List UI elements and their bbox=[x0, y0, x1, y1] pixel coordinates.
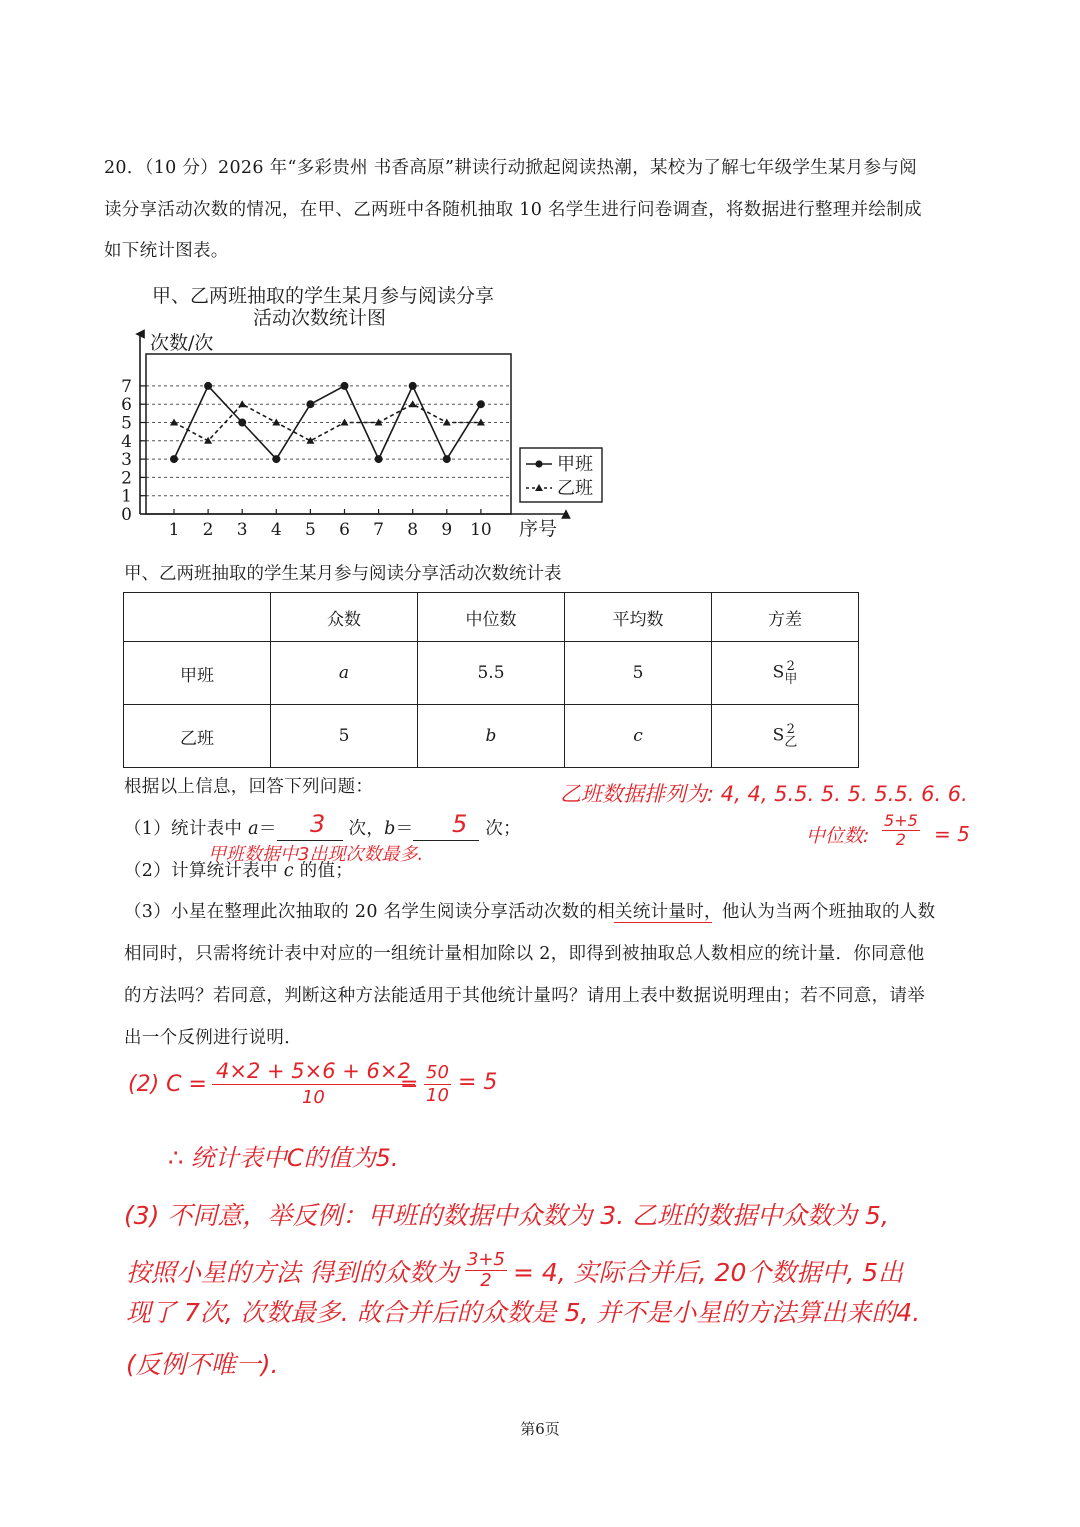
hw-ans3-frac-num: 3+5 bbox=[466, 1249, 505, 1270]
handwritten-median-fraction bbox=[882, 812, 920, 849]
chart-title-line-1: 甲、乙两班抽取的学生某月参与阅读分享 bbox=[152, 285, 495, 307]
variance-sub: 甲 bbox=[784, 672, 798, 687]
hw-ans2-num: 4×2 + 5×6 + 6×2 bbox=[212, 1058, 415, 1085]
legend-label-yi: 乙班 bbox=[557, 478, 593, 499]
sub2-prefix: （2）计算统计表中 bbox=[124, 861, 284, 881]
cell-mean-jia: 5 bbox=[565, 642, 712, 705]
prompt-text: 根据以上信息，回答下列问题： bbox=[124, 777, 374, 797]
x-tick-label: 7 bbox=[373, 520, 385, 540]
x-tick-label: 2 bbox=[202, 520, 214, 540]
cell-mode-jia: a bbox=[271, 642, 418, 705]
hw-ans3-frac-den: 2 bbox=[480, 1270, 492, 1291]
sub1-var-a: a bbox=[248, 819, 259, 839]
cell-median-jia: 5.5 bbox=[418, 642, 565, 705]
header-cell-mean: 平均数 bbox=[565, 593, 712, 642]
handwritten-median-label: 中位数: bbox=[806, 825, 870, 847]
header-cell-empty bbox=[124, 593, 271, 642]
sub1-prefix: （1）统计表中 bbox=[124, 819, 249, 839]
row-label-yi: 乙班 bbox=[124, 705, 271, 768]
handwritten-ans3-line-1: (3) 不同意，举反例：甲班的数据中众数为 3. 乙班的数据中众数为 5, bbox=[124, 1201, 889, 1230]
chart-title-line-2: 活动次数统计图 bbox=[253, 307, 387, 329]
row-label-jia: 甲班 bbox=[124, 642, 271, 705]
handwritten-underline bbox=[614, 922, 712, 923]
question-line-2: 读分享活动次数的情况，在甲、乙两班中各随机抽取 10 名学生进行问卷调查，将数据进行整理并绘制成 bbox=[104, 200, 922, 220]
handwritten-median-result: = 5 bbox=[934, 822, 970, 846]
sub-question-3-line-3: 的方法吗？若同意，判断这种方法能适用于其他统计量吗？请用上表中数据说明理由；若不同意，请举 bbox=[124, 986, 925, 1006]
handwritten-ans3-line-3: 现了 7次, 次数最多. 故合并后的众数是 5, 并不是小星的方法算出来的4. bbox=[126, 1298, 921, 1327]
variance-sup: 2 bbox=[786, 659, 795, 674]
y-tick-label: 3 bbox=[121, 450, 132, 471]
sub-question-3-line-1: （3）小星在整理此次抽取的 20 名学生阅读分享活动次数的相关统计量时，他认为当两个班抽取的人数 bbox=[124, 902, 936, 922]
data-point-jia bbox=[341, 382, 349, 390]
hw-ans3-fraction bbox=[465, 1250, 507, 1291]
data-point-jia bbox=[477, 400, 485, 408]
handwritten-answer-a: 3 bbox=[310, 810, 326, 838]
header-cell-mode: 众数 bbox=[271, 593, 418, 642]
y-axis-label: 次数/次 bbox=[150, 332, 214, 354]
hw-ans2-num2: 50 bbox=[426, 1062, 449, 1083]
cell-variance-jia bbox=[712, 642, 859, 705]
x-tick-label: 9 bbox=[441, 520, 453, 540]
table-header-row bbox=[124, 593, 859, 642]
sub-question-3-line-4: 出一个反例进行说明． bbox=[124, 1028, 302, 1048]
handwritten-ans2-fraction-2 bbox=[424, 1062, 451, 1107]
data-point-yi bbox=[341, 419, 349, 426]
plot-frame bbox=[146, 354, 511, 514]
sub2-var-c: c bbox=[283, 861, 294, 881]
data-point-jia bbox=[170, 455, 178, 463]
sub1-unit-b: 次； bbox=[485, 819, 521, 839]
data-point-yi bbox=[443, 419, 451, 426]
handwritten-a-reason: 甲班数据中3出现次数最多. bbox=[208, 844, 424, 865]
y-tick-label: 7 bbox=[121, 376, 132, 397]
x-tick-label: 6 bbox=[339, 520, 350, 540]
x-tick-label: 8 bbox=[407, 520, 419, 540]
variance-sup: 2 bbox=[786, 722, 795, 737]
handwritten-ans2-fraction bbox=[212, 1058, 415, 1111]
y-tick-label: 5 bbox=[121, 413, 132, 434]
sub2-suffix: 的值； bbox=[293, 861, 354, 881]
legend-marker-jia bbox=[535, 460, 542, 467]
variance-symbol: S bbox=[772, 662, 785, 683]
sub1-unit-a: 次， bbox=[348, 819, 385, 839]
data-point-jia bbox=[204, 382, 212, 390]
hw-median-num: 5+5 bbox=[884, 811, 918, 830]
page-footer: 第6页 bbox=[520, 1420, 560, 1438]
data-point-yi bbox=[409, 400, 417, 407]
handwritten-ans2-conclusion: ∴ 统计表中C的值为5. bbox=[168, 1144, 399, 1172]
sub1-var-b: b bbox=[384, 819, 396, 839]
handwritten-ans3-line-2 bbox=[126, 1250, 903, 1291]
x-tick-label: 1 bbox=[168, 520, 180, 540]
hw-median-den: 2 bbox=[895, 830, 906, 849]
y-tick-label: 4 bbox=[121, 431, 132, 452]
data-point-jia bbox=[375, 455, 383, 463]
y-tick-label: 6 bbox=[121, 395, 132, 416]
x-tick-label: 10 bbox=[470, 520, 492, 540]
statistics-table bbox=[123, 592, 859, 768]
handwritten-ans2-result: = 5 bbox=[458, 1070, 498, 1095]
data-point-jia bbox=[238, 419, 246, 427]
y-tick-label: 0 bbox=[121, 505, 132, 525]
x-tick-label: 5 bbox=[304, 520, 316, 540]
data-point-jia bbox=[443, 455, 451, 463]
handwritten-sort-note: 乙班数据排列为: 4, 4, 5.5. 5. 5. 5.5. 6. 6. bbox=[560, 782, 968, 806]
table-caption: 甲、乙两班抽取的学生某月参与阅读分享活动次数统计表 bbox=[124, 564, 562, 584]
answer-blank-b bbox=[413, 822, 479, 841]
handwritten-ans2-label: (2) C = bbox=[128, 1072, 207, 1097]
header-cell-variance: 方差 bbox=[712, 593, 859, 642]
data-point-jia bbox=[306, 400, 314, 408]
cell-median-yi: b bbox=[418, 705, 565, 768]
hw-ans3-line2a: 按照小星的方法 得到的众数为 bbox=[126, 1257, 459, 1287]
x-tick-label: 4 bbox=[270, 520, 282, 540]
variance-sub: 乙 bbox=[784, 735, 798, 750]
header-cell-median: 中位数 bbox=[418, 593, 565, 642]
data-point-jia bbox=[409, 382, 417, 390]
y-tick-label: 1 bbox=[121, 486, 132, 507]
table-row bbox=[124, 705, 859, 768]
cell-variance-yi bbox=[712, 705, 859, 768]
data-point-jia bbox=[272, 455, 280, 463]
handwritten-ans2-eq: = bbox=[400, 1072, 419, 1097]
sub-question-3-line-2: 相同时，只需将统计表中对应的一组统计量相加除以 2，即得到被抽取总人数相应的统计量．你同意他 bbox=[124, 944, 925, 964]
cell-mode-yi: 5 bbox=[271, 705, 418, 768]
sub1-eq-a: ＝ bbox=[258, 819, 277, 839]
table-row bbox=[124, 642, 859, 705]
question-line-3: 如下统计图表。 bbox=[104, 241, 229, 261]
handwritten-answer-b: 5 bbox=[452, 810, 468, 838]
handwritten-ans3-line-4: (反例不唯一). bbox=[126, 1350, 279, 1379]
cell-mean-yi: c bbox=[565, 705, 712, 768]
hw-ans2-den2: 10 bbox=[426, 1085, 449, 1106]
x-tick-label: 3 bbox=[236, 520, 248, 540]
hw-ans3-line2b: = 4, 实际合并后, 20个数据中, 5出 bbox=[512, 1257, 904, 1287]
hw-ans2-den: 10 bbox=[301, 1087, 325, 1108]
legend-label-jia: 甲班 bbox=[557, 454, 593, 475]
x-axis-label: 序号 bbox=[519, 518, 558, 540]
y-tick-label: 2 bbox=[121, 468, 132, 489]
sub1-eq-b: ＝ bbox=[395, 819, 414, 839]
variance-symbol: S bbox=[772, 725, 785, 746]
question-line-1: 20．（10 分）2026 年“多彩贵州 书香高原”耕读行动掀起阅读热潮，某校为了解七年级学生某月参与阅 bbox=[104, 158, 917, 178]
data-point-yi bbox=[306, 437, 314, 444]
line-chart bbox=[110, 328, 620, 548]
